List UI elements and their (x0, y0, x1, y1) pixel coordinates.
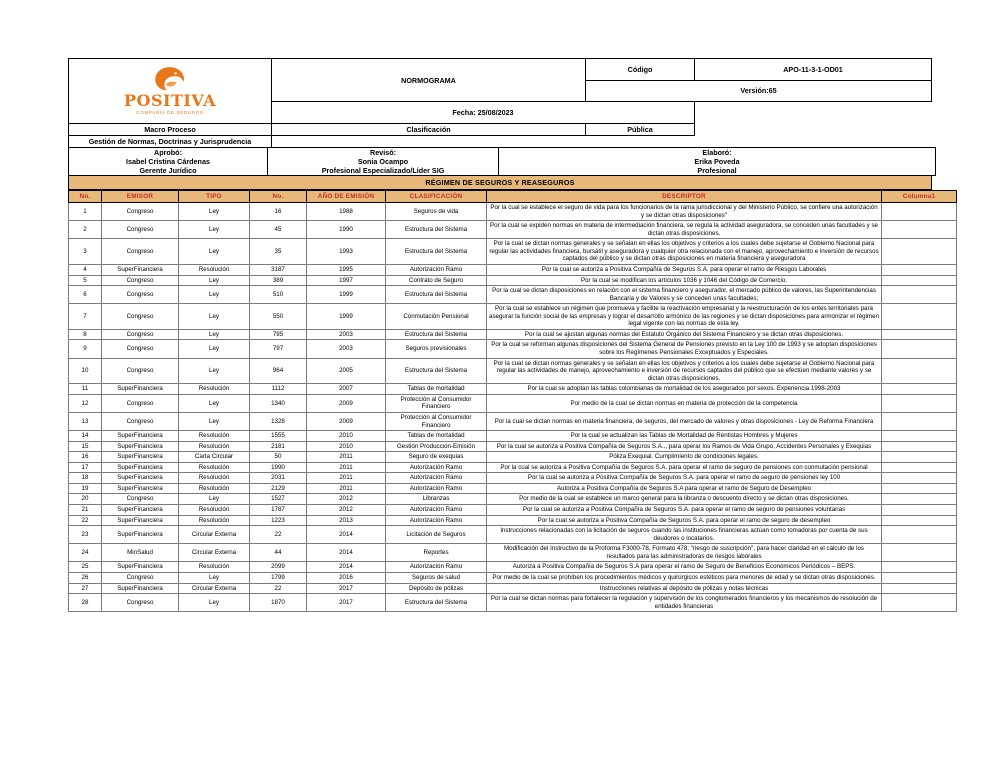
cell-clasificacion: Autorización Ramo (386, 505, 487, 516)
cell-clasificacion: Conmutación Pensional (386, 304, 487, 330)
logo-subtitle: COMPAÑÍA DE SEGUROS (136, 110, 204, 116)
cell-columna1 (882, 264, 957, 275)
table-row[interactable] (69, 203, 957, 221)
macro-proceso-label: Macro Proceso (69, 124, 272, 136)
col-header-anio[interactable]: AÑO DE EMISIÓN (307, 191, 386, 203)
cell-clasificacion: Seguros de vida (386, 203, 487, 221)
cell-tipo: Resolución (179, 264, 250, 275)
table-row[interactable] (69, 329, 957, 340)
cell-columna1 (882, 572, 957, 583)
cell-descriptor: Autoriza a Positiva Compañía de Seguros S.A para operar el ramo de Seguro de Beneficios Económicos Periódicos – BEPS. (487, 562, 882, 573)
company-logo-cell (69, 59, 272, 124)
table-row[interactable] (69, 452, 957, 463)
cell-no: 1 (69, 203, 102, 221)
clasificacion-label: Clasificación (272, 124, 586, 136)
cell-clasificacion: Estructura del Sistema (386, 286, 487, 304)
table-row[interactable] (69, 494, 957, 505)
cell-emisor: SuperFinanciera (102, 505, 179, 516)
cell-descriptor: Modificación del Instructivo de la Proforma F3000-78, Formato 478; "riesgo de suscripción", para hacer claridad en el cálculo de los resultados para las administradoras de riesgos laborales (487, 544, 882, 562)
table-row[interactable] (69, 431, 957, 442)
cell-emisor: MinSalud (102, 544, 179, 562)
cell-numero: 22 (250, 526, 307, 544)
normograma-document (68, 58, 936, 612)
cell-clasificacion: Autorización Ramo (386, 483, 487, 494)
document-title: NORMOGRAMA (272, 59, 586, 102)
table-row[interactable] (69, 358, 957, 384)
cell-emisor: Congreso (102, 275, 179, 286)
fecha-value: Fecha: 25/08/2023 (272, 102, 695, 124)
cell-descriptor: Por la cual se autoriza a Positiva Compañía de Seguros S.A. para operar el ramo de seguro de desempleo (487, 515, 882, 526)
cell-descriptor: Por la cual se autoriza a Positiva Compañía de Seguros S.A. para operar el ramo de seguro de pensiones ley 100 (487, 473, 882, 484)
cell-no: 24 (69, 544, 102, 562)
cell-anio: 2014 (307, 526, 386, 544)
cell-emisor: SuperFinanciera (102, 452, 179, 463)
cell-no: 13 (69, 412, 102, 430)
cell-no: 18 (69, 473, 102, 484)
cell-no: 11 (69, 384, 102, 395)
elaboro-rol: Profesional (697, 166, 737, 175)
cell-no: 27 (69, 583, 102, 594)
cell-tipo: Ley (179, 394, 250, 412)
cell-columna1 (882, 515, 957, 526)
cell-no: 20 (69, 494, 102, 505)
cell-anio: 1993 (307, 239, 386, 265)
cell-anio: 2012 (307, 505, 386, 516)
cell-tipo: Ley (179, 412, 250, 430)
cell-tipo: Resolución (179, 515, 250, 526)
cell-emisor: SuperFinanciera (102, 473, 179, 484)
cell-clasificacion: Reportes (386, 544, 487, 562)
cell-columna1 (882, 221, 957, 239)
cell-emisor: Congreso (102, 329, 179, 340)
cell-numero: 797 (250, 340, 307, 358)
cell-columna1 (882, 526, 957, 544)
cell-emisor: SuperFinanciera (102, 483, 179, 494)
reviso-block (268, 148, 499, 176)
cell-numero: 2129 (250, 483, 307, 494)
codigo-value: APO-11-3-1-OD01 (695, 59, 932, 81)
cell-numero: 1870 (250, 594, 307, 612)
cell-clasificacion: Protección al Consumidor Financiero (386, 412, 487, 430)
cell-tipo: Ley (179, 275, 250, 286)
cell-clasificacion: Estructura del Sistema (386, 594, 487, 612)
cell-descriptor: Instrucciones relativas al depósito de pólizas y notas técnicas (487, 583, 882, 594)
codigo-label: Código (586, 59, 695, 81)
cell-numero: 22 (250, 583, 307, 594)
cell-anio: 2011 (307, 452, 386, 463)
cell-clasificacion: Gestión Producción-Emisión (386, 441, 487, 452)
cell-columna1 (882, 441, 957, 452)
cell-columna1 (882, 286, 957, 304)
aprobo-label: Aprobó: (154, 148, 182, 157)
cell-descriptor: Por medio de la cual se dictan normas en materia de protección de la competencia (487, 394, 882, 412)
cell-descriptor: Por la cual se dictan normas generales y se señalan en ellas los objetivos y criterios a los cuales debe sujetarse el Gobierno Nacional para regular las actividades financiera, bursátil y aseguradora y cualquier otra relacionada con el manejo, aprovechamiento e inversión de recursos captados del público y se dictan otras disposiciones en materia financiera y aseguradora (487, 239, 882, 265)
cell-anio: 2011 (307, 473, 386, 484)
aprobo-block (69, 148, 268, 176)
cell-emisor: SuperFinanciera (102, 515, 179, 526)
cell-descriptor: Por la cual se expiden normas en materia de intermediación financiera, se regula la actividad aseguradora, se conceden unas facultades y se dictan otras disposiciones. (487, 221, 882, 239)
cell-numero: 1223 (250, 515, 307, 526)
cell-columna1 (882, 562, 957, 573)
cell-columna1 (882, 494, 957, 505)
cell-clasificacion: Seguros previsionales (386, 340, 487, 358)
cell-columna1 (882, 452, 957, 463)
cell-descriptor: Por la cual se autoriza a Positiva Compañía de Seguros S.A. para operar el ramo de seguro de pensiones con conmutación pensional (487, 462, 882, 473)
cell-no: 15 (69, 441, 102, 452)
elaboro-name: Erika Poveda (694, 157, 740, 166)
cell-emisor: SuperFinanciera (102, 562, 179, 573)
cell-descriptor: Por la cual se dictan disposiciones en relación con el sistema financiero y asegurador, el mercado público de valores, las Superintendencias Bancaria y de Valores y se conceden unas facultades; (487, 286, 882, 304)
cell-no: 5 (69, 275, 102, 286)
cell-emisor: SuperFinanciera (102, 526, 179, 544)
positiva-bird-icon (153, 66, 187, 92)
cell-numero: 1990 (250, 462, 307, 473)
cell-anio: 2011 (307, 462, 386, 473)
col-header-numero[interactable]: No. (250, 191, 307, 203)
cell-columna1 (882, 384, 957, 395)
version-value: Versión:65 (586, 80, 932, 102)
cell-descriptor: Póliza Exequial. Cumplimiento de condiciones legales. (487, 452, 882, 463)
cell-numero: 1527 (250, 494, 307, 505)
cell-columna1 (882, 358, 957, 384)
cell-clasificacion: Autorización Ramo (386, 515, 487, 526)
cell-tipo: Ley (179, 358, 250, 384)
cell-numero: 2181 (250, 441, 307, 452)
cell-emisor: SuperFinanciera (102, 462, 179, 473)
normograma-table (68, 190, 957, 612)
table-row[interactable] (69, 572, 957, 583)
cell-anio: 1988 (307, 203, 386, 221)
document-signatures (68, 147, 936, 176)
cell-descriptor: Por la cual se adoptan las tablas colombianas de mortalidad de los asegurados por sexos. Experiencia 1998-2003 (487, 384, 882, 395)
table-row[interactable] (69, 412, 957, 430)
cell-anio: 2013 (307, 515, 386, 526)
cell-no: 7 (69, 304, 102, 330)
cell-emisor: Congreso (102, 572, 179, 583)
cell-anio: 1999 (307, 286, 386, 304)
cell-anio: 1990 (307, 221, 386, 239)
cell-numero: 1112 (250, 384, 307, 395)
cell-tipo: Ley (179, 594, 250, 612)
cell-numero: 16 (250, 203, 307, 221)
cell-descriptor: Por medio de la cual se establece un marco general para la libranza o descuento directo y se dictan otras disposiciones. (487, 494, 882, 505)
reviso-name: Sonia Ocampo (357, 157, 409, 166)
cell-clasificacion: Tablas de mortalidad (386, 431, 487, 442)
reviso-rol: Profesional Especializado/Líder SIG (321, 166, 445, 175)
cell-no: 19 (69, 483, 102, 494)
cell-no: 10 (69, 358, 102, 384)
cell-columna1 (882, 462, 957, 473)
macro-proceso-value: Gestión de Normas, Doctrinas y Jurisprudencia (69, 136, 272, 148)
cell-no: 4 (69, 264, 102, 275)
cell-columna1 (882, 431, 957, 442)
cell-clasificacion: Autorización Ramo (386, 562, 487, 573)
clasificacion-value: Pública (586, 124, 695, 136)
cell-anio: 2014 (307, 562, 386, 573)
cell-numero: 1328 (250, 412, 307, 430)
cell-numero: 50 (250, 452, 307, 463)
table-row[interactable] (69, 583, 957, 594)
cell-emisor: Congreso (102, 304, 179, 330)
cell-tipo: Ley (179, 329, 250, 340)
cell-tipo: Ley (179, 221, 250, 239)
cell-emisor: Congreso (102, 412, 179, 430)
cell-emisor: SuperFinanciera (102, 583, 179, 594)
cell-clasificacion: Autorización Ramo (386, 264, 487, 275)
cell-tipo: Carta Circular (179, 452, 250, 463)
cell-no: 25 (69, 562, 102, 573)
cell-descriptor: Por la cual se reforman algunas disposiciones del Sistema General de Pensiones previsto en la Ley 100 de 1993 y se adoptan disposiciones sobre los Regímenes Pensionales Exceptuados y Especiales. (487, 340, 882, 358)
cell-columna1 (882, 394, 957, 412)
cell-anio: 1995 (307, 264, 386, 275)
cell-tipo: Resolución (179, 473, 250, 484)
table-row[interactable] (69, 275, 957, 286)
cell-anio: 2017 (307, 594, 386, 612)
cell-columna1 (882, 412, 957, 430)
cell-tipo: Circular Externa (179, 526, 250, 544)
elaboro-label: Elaboró: (702, 148, 732, 157)
cell-clasificacion: Depósito de pólizas (386, 583, 487, 594)
cell-descriptor: Por la cual se dictan normas para fortalecer la regulación y supervisión de los conglomerados financieros y los mecanismos de resolución de entidades financieras (487, 594, 882, 612)
cell-descriptor: Por la cual se autoriza a Positiva Compañía de Seguros S.A.., para operar los Ramos de Vida Grupo, Accidentes Personales y Exequias (487, 441, 882, 452)
table-header-row (69, 191, 957, 203)
cell-no: 22 (69, 515, 102, 526)
cell-columna1 (882, 340, 957, 358)
cell-no: 3 (69, 239, 102, 265)
cell-no: 17 (69, 462, 102, 473)
cell-numero: 1787 (250, 505, 307, 516)
cell-clasificacion: Estructura del Sistema (386, 329, 487, 340)
cell-no: 26 (69, 572, 102, 583)
cell-anio: 1997 (307, 275, 386, 286)
cell-emisor: Congreso (102, 394, 179, 412)
cell-numero: 795 (250, 329, 307, 340)
document-header (68, 58, 932, 148)
cell-anio: 2010 (307, 431, 386, 442)
cell-clasificacion: Estructura del Sistema (386, 358, 487, 384)
cell-anio: 2014 (307, 544, 386, 562)
cell-columna1 (882, 239, 957, 265)
cell-emisor: SuperFinanciera (102, 384, 179, 395)
elaboro-block (499, 148, 936, 176)
cell-columna1 (882, 544, 957, 562)
cell-columna1 (882, 594, 957, 612)
col-header-clasificacion[interactable]: CLASIFICACIÓN (386, 191, 487, 203)
cell-columna1 (882, 505, 957, 516)
cell-columna1 (882, 583, 957, 594)
cell-emisor: Congreso (102, 340, 179, 358)
cell-clasificacion: Estructura del Sistema (386, 221, 487, 239)
cell-tipo: Ley (179, 572, 250, 583)
table-row[interactable] (69, 594, 957, 612)
table-title-banner: RÉGIMEN DE SEGUROS Y REASEGUROS (68, 176, 932, 190)
table-row[interactable] (69, 462, 957, 473)
cell-emisor: Congreso (102, 594, 179, 612)
cell-no: 14 (69, 431, 102, 442)
cell-anio: 2009 (307, 412, 386, 430)
cell-numero: 3187 (250, 264, 307, 275)
cell-tipo: Ley (179, 239, 250, 265)
cell-clasificacion: Contrato de Seguro (386, 275, 487, 286)
cell-descriptor: Por la cual se establece un régimen que promueva y facilite la reactivación empresarial y la reestructuración de los entes territoriales para asegurar la función social de las empresas y lograr el desarrollo armónico de las regiones y se dictan disposiciones para armonizar el régimen legal vigente con las normas de esta ley. (487, 304, 882, 330)
cell-columna1 (882, 329, 957, 340)
aprobo-rol: Gerente Jurídico (139, 166, 197, 175)
table-row[interactable] (69, 221, 957, 239)
cell-emisor: SuperFinanciera (102, 264, 179, 275)
cell-columna1 (882, 275, 957, 286)
cell-numero: 964 (250, 358, 307, 384)
aprobo-name: Isabel Cristina Cárdenas (126, 157, 210, 166)
cell-anio: 2005 (307, 358, 386, 384)
cell-no: 21 (69, 505, 102, 516)
table-row[interactable] (69, 544, 957, 562)
table-row[interactable] (69, 384, 957, 395)
cell-tipo: Resolución (179, 505, 250, 516)
cell-no: 12 (69, 394, 102, 412)
cell-tipo: Resolución (179, 384, 250, 395)
cell-no: 8 (69, 329, 102, 340)
cell-tipo: Resolución (179, 441, 250, 452)
cell-no: 28 (69, 594, 102, 612)
cell-descriptor: Por la cual se dictan normas generales y se señalan en ellas los objetivos y criterios a los cuales debe sujetarse el Gobierno Nacional para regular las actividades de manejo, aprovechamiento e inversión de recursos captados del público que se efectúen mediante valores y se dictan otras disposiciones. (487, 358, 882, 384)
col-header-columna1[interactable]: Columna1 (882, 191, 957, 203)
cell-descriptor: Por la cual se establece el seguro de vida para los funcionarios de la rama jurisdiccional y del Ministerio Público, se confiere una autorización y se dictan otras disposiciones" (487, 203, 882, 221)
cell-numero: 1340 (250, 394, 307, 412)
cell-anio: 2009 (307, 394, 386, 412)
cell-anio: 2010 (307, 441, 386, 452)
cell-clasificacion: Autorización Ramo (386, 462, 487, 473)
cell-clasificacion: Libranzas (386, 494, 487, 505)
table-row[interactable] (69, 394, 957, 412)
cell-columna1 (882, 473, 957, 484)
cell-descriptor: Por la cual se ajustan algunas normas del Estatuto Orgánico del Sistema Financiero y se dictan otras disposiciones. (487, 329, 882, 340)
cell-descriptor: Autoriza a Positiva Compañía de Seguros S.A para operar el ramo de Seguro de Desempleo (487, 483, 882, 494)
cell-descriptor: Por medio de la cual se prohíben los procedimientos médicos y quirúrgicos estéticos para menores de edad y se dictan otras disposiciones. (487, 572, 882, 583)
cell-tipo: Ley (179, 304, 250, 330)
cell-descriptor: Por la cual se autoriza a Positiva Compañía de Seguros S.A. para operar el ramo de Riesgos Laborales (487, 264, 882, 275)
cell-no: 9 (69, 340, 102, 358)
cell-descriptor: Por la cual se actualizan las Tablas de Mortalidad de Rentistas Hombres y Mujeres (487, 431, 882, 442)
cell-tipo: Resolución (179, 483, 250, 494)
cell-numero: 1555 (250, 431, 307, 442)
col-header-descriptor[interactable]: DESCRIPTOR (487, 191, 882, 203)
cell-columna1 (882, 483, 957, 494)
cell-numero: 2099 (250, 562, 307, 573)
cell-numero: 35 (250, 239, 307, 265)
table-row[interactable] (69, 340, 957, 358)
cell-tipo: Resolución (179, 462, 250, 473)
cell-no: 16 (69, 452, 102, 463)
cell-descriptor: Por la cual se autoriza a Positiva Compañía de Seguros S.A. para operar el ramo de seguro de pensiones voluntarias (487, 505, 882, 516)
col-header-tipo[interactable]: TIPO (179, 191, 250, 203)
cell-numero: 44 (250, 544, 307, 562)
table-row[interactable] (69, 304, 957, 330)
cell-emisor: SuperFinanciera (102, 441, 179, 452)
cell-clasificacion: Licitación de Seguros (386, 526, 487, 544)
table-row[interactable] (69, 286, 957, 304)
cell-no: 23 (69, 526, 102, 544)
cell-columna1 (882, 203, 957, 221)
cell-emisor: Congreso (102, 203, 179, 221)
col-header-emisor[interactable]: EMISOR (102, 191, 179, 203)
table-row[interactable] (69, 441, 957, 452)
cell-no: 2 (69, 221, 102, 239)
cell-descriptor: Por la cual se modifican los artículos 1036 y 1046 del Código de Comercio. (487, 275, 882, 286)
cell-numero: 1799 (250, 572, 307, 583)
cell-anio: 2003 (307, 329, 386, 340)
cell-numero: 389 (250, 275, 307, 286)
cell-numero: 550 (250, 304, 307, 330)
cell-numero: 2031 (250, 473, 307, 484)
cell-tipo: Ley (179, 203, 250, 221)
cell-tipo: Ley (179, 286, 250, 304)
table-row[interactable] (69, 526, 957, 544)
cell-numero: 510 (250, 286, 307, 304)
col-header-no[interactable]: No. (69, 191, 102, 203)
cell-tipo: Ley (179, 494, 250, 505)
cell-descriptor: Por la cual se dictan normas en materia financiera, de seguros, del mercado de valores y otras disposiciones - Ley de Reforma Financiera (487, 412, 882, 430)
table-row[interactable] (69, 562, 957, 573)
cell-anio: 2011 (307, 483, 386, 494)
cell-emisor: Congreso (102, 494, 179, 505)
cell-emisor: Congreso (102, 221, 179, 239)
logo-wordmark: POSITIVA (124, 91, 216, 111)
cell-columna1 (882, 304, 957, 330)
cell-clasificacion: Protección al Consumidor Financiero (386, 394, 487, 412)
cell-tipo: Ley (179, 340, 250, 358)
cell-clasificacion: Seguro de exequias (386, 452, 487, 463)
cell-anio: 2017 (307, 583, 386, 594)
table-row[interactable] (69, 239, 957, 265)
table-row[interactable] (69, 264, 957, 275)
cell-emisor: Congreso (102, 286, 179, 304)
reviso-label: Revisó: (370, 148, 396, 157)
table-row[interactable] (69, 505, 957, 516)
cell-tipo: Resolución (179, 562, 250, 573)
cell-anio: 2012 (307, 494, 386, 505)
cell-anio: 2007 (307, 384, 386, 395)
cell-clasificacion: Seguros de salud (386, 572, 487, 583)
table-row[interactable] (69, 473, 957, 484)
cell-anio: 1999 (307, 304, 386, 330)
cell-emisor: Congreso (102, 358, 179, 384)
table-row[interactable] (69, 515, 957, 526)
cell-tipo: Circular Externa (179, 544, 250, 562)
cell-no: 6 (69, 286, 102, 304)
cell-descriptor: Instrucciones relacionadas con la licitación de seguros cuando las instituciones financieras actúan como tomadoras por cuenta de sus deudores o locatarios. (487, 526, 882, 544)
cell-tipo: Resolución (179, 431, 250, 442)
cell-anio: 2003 (307, 340, 386, 358)
cell-clasificacion: Tablas de mortalidad (386, 384, 487, 395)
cell-emisor: Congreso (102, 239, 179, 265)
cell-emisor: SuperFinanciera (102, 431, 179, 442)
cell-tipo: Circular Externa (179, 583, 250, 594)
cell-clasificacion: Autorización Ramo (386, 473, 487, 484)
cell-numero: 45 (250, 221, 307, 239)
table-row[interactable] (69, 483, 957, 494)
cell-anio: 2016 (307, 572, 386, 583)
cell-clasificacion: Estructura del Sistema (386, 239, 487, 265)
